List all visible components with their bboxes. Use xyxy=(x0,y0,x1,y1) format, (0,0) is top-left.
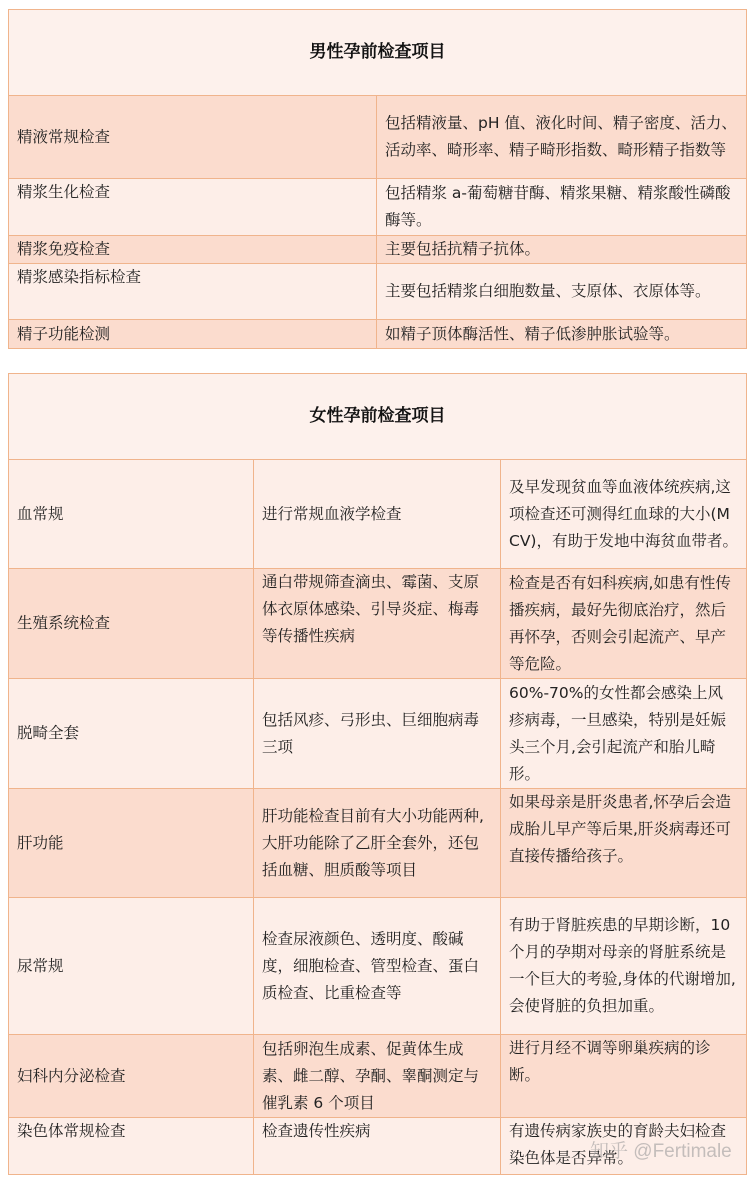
exam-desc: 主要包括抗精子抗体。 xyxy=(377,236,747,264)
male-exam-table xyxy=(8,9,747,349)
exam-purpose: 如果母亲是肝炎患者,怀孕后会造成胎儿早产等后果,肝炎病毒还可直接传播给孩子。 xyxy=(501,789,747,898)
table-row xyxy=(9,320,747,349)
exam-purpose: 进行月经不调等卵巢疾病的诊断。 xyxy=(501,1035,747,1118)
female-exam-table xyxy=(8,373,747,1175)
exam-desc: 如精子顶体酶活性、精子低渗肿胀试验等。 xyxy=(377,320,747,349)
table-row xyxy=(9,179,747,236)
exam-content: 肝功能检查目前有大小功能两种,大肝功能除了乙肝全套外，还包括血糖、胆质酸等项目 xyxy=(254,789,501,898)
exam-name: 精浆生化检查 xyxy=(9,179,377,236)
exam-content: 进行常规血液学检查 xyxy=(254,460,501,569)
exam-name: 尿常规 xyxy=(9,898,254,1035)
exam-purpose: 检查是否有妇科疾病,如患有性传播疾病，最好先彻底治疗，然后再怀孕，否则会引起流产、早产等危险。 xyxy=(501,569,747,679)
exam-content: 包括风疹、弓形虫、巨细胞病毒三项 xyxy=(254,679,501,789)
watermark: 知乎 @Fertimale xyxy=(590,1141,732,1162)
table-row xyxy=(9,569,747,679)
exam-purpose: 有助于肾脏疾患的早期诊断，10 个月的孕期对母亲的肾脏系统是一个巨大的考验,身体的代谢增加,会使肾脏的负担加重。 xyxy=(501,898,747,1035)
exam-name: 血常规 xyxy=(9,460,254,569)
exam-purpose: 及早发现贫血等血液体统疾病,这项检查还可测得红血球的大小(MCV)，有助于发地中海贫血带者。 xyxy=(501,460,747,569)
table-row xyxy=(9,679,747,789)
exam-name: 染色体常规检查 xyxy=(9,1118,254,1175)
table-row xyxy=(9,460,747,569)
exam-content: 检查尿液颜色、透明度、酸碱度，细胞检查、管型检查、蛋白质检查、比重检查等 xyxy=(254,898,501,1035)
table-row xyxy=(9,789,747,898)
exam-desc: 主要包括精浆白细胞数量、支原体、衣原体等。 xyxy=(377,264,747,320)
exam-purpose: 60%-70%的女性都会感染上风疹病毒，一旦感染，特别是妊娠头三个月,会引起流产和胎儿畸形。 xyxy=(501,679,747,789)
table-row xyxy=(9,1035,747,1118)
table-row xyxy=(9,898,747,1035)
exam-name: 精浆免疫检查 xyxy=(9,236,377,264)
table-row xyxy=(9,96,747,179)
exam-content: 检查遗传性疾病 xyxy=(254,1118,501,1175)
table-row xyxy=(9,264,747,320)
exam-name: 脱畸全套 xyxy=(9,679,254,789)
table-row xyxy=(9,236,747,264)
female-table-title: 女性孕前检查项目 xyxy=(9,374,747,460)
exam-name: 精液常规检查 xyxy=(9,96,377,179)
exam-name: 精子功能检测 xyxy=(9,320,377,349)
exam-content: 包括卵泡生成素、促黄体生成素、雌二醇、孕酮、睾酮测定与催乳素 6 个项目 xyxy=(254,1035,501,1118)
exam-desc: 包括精浆 a-葡萄糖苷酶、精浆果糖、精浆酸性磷酸酶等。 xyxy=(377,179,747,236)
exam-desc: 包括精液量、pH 值、液化时间、精子密度、活力、活动率、畸形率、精子畸形指数、畸形精子指数等 xyxy=(377,96,747,179)
exam-name: 肝功能 xyxy=(9,789,254,898)
exam-name: 生殖系统检查 xyxy=(9,569,254,679)
exam-name: 妇科内分泌检查 xyxy=(9,1035,254,1118)
exam-name: 精浆感染指标检查 xyxy=(9,264,377,320)
male-table-title: 男性孕前检查项目 xyxy=(9,10,747,96)
exam-purpose: 有遗传病家族史的育龄夫妇检查染色体是否异常。 xyxy=(501,1118,747,1175)
exam-content: 通白带规筛查滴虫、霉菌、支原体衣原体感染、引导炎症、梅毒等传播性疾病 xyxy=(254,569,501,679)
